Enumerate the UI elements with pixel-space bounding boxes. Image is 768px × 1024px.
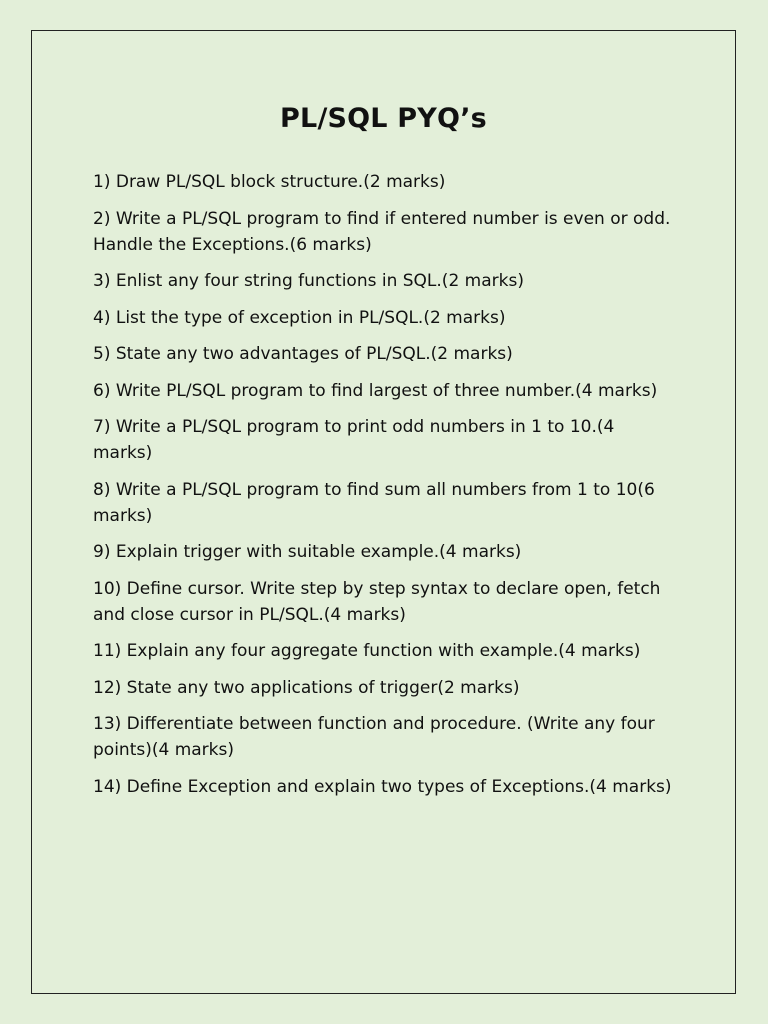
page-title: PL/SQL PYQ’s [280,103,487,134]
question-item: 10) Define cursor. Write step by step syntax to declare open, fetch and close cursor in PL/SQL.(4 marks) [93,578,661,625]
question-item: 6) Write PL/SQL program to find largest of three number.(4 marks) [93,380,658,401]
question-item: 3) Enlist any four string functions in SQL.(2 marks) [93,271,524,291]
question-item: 13) Differentiate between function and procedure. (Write any four points)(4 marks) [93,714,655,760]
question-item: 9) Explain trigger with suitable example.(4 marks) [93,542,522,562]
question-list [93,169,673,810]
question-item: 2) Write a PL/SQL program to find if entered number is even or odd. Handle the Exceptions.(6 marks) [93,208,671,255]
question-item: 8) Write a PL/SQL program to find sum all numbers from 1 to 10(6 marks) [93,479,655,526]
question-item: 5) State any two advantages of PL/SQL.(2 marks) [93,344,513,364]
question-item: 11) Explain any four aggregate function with example.(4 marks) [93,641,641,661]
question-item: 7) Write a PL/SQL program to print odd numbers in 1 to 10.(4 marks) [93,417,615,463]
question-item: 14) Define Exception and explain two types of Exceptions.(4 marks) [93,776,672,797]
question-item: 4) List the type of exception in PL/SQL.(2 marks) [93,307,506,328]
question-item: 12) State any two applications of trigger(2 marks) [93,677,520,698]
question-item: 1) Draw PL/SQL block structure.(2 marks) [93,172,446,192]
document-page [31,30,736,994]
